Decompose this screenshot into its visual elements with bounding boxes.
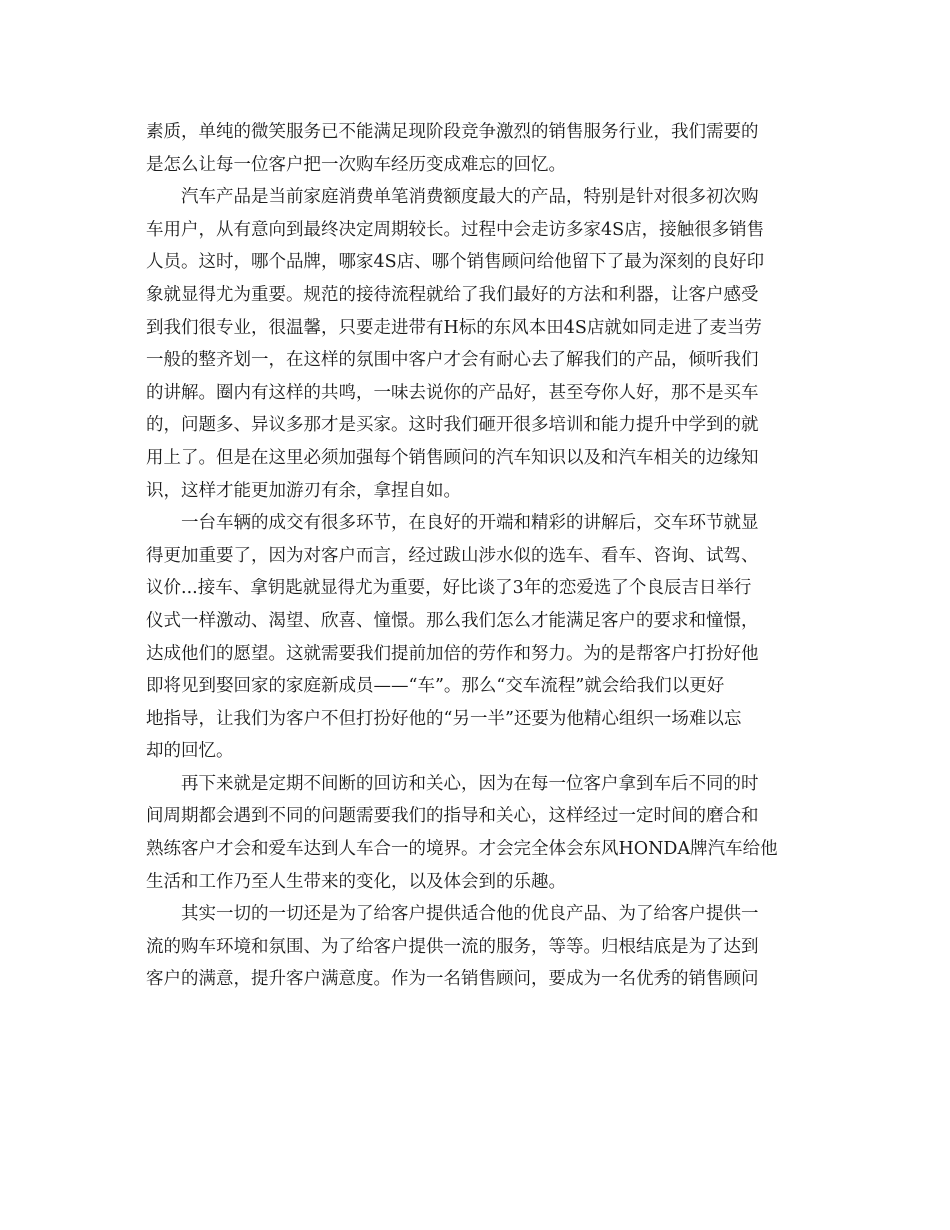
text-line: 车用户，从有意向到最终决定周期较长。过程中会走访多家4S店，接触很多销售 — [146, 219, 765, 240]
text-line: 却的回忆。 — [146, 741, 234, 762]
text-line: 再下来就是定期不间断的回访和关心，因为在每一位客户拿到车后不同的时 — [181, 773, 759, 794]
text-line: 得更加重要了，因为对客户而言，经过跋山涉水似的选车、看车、咨询、试驾、 — [146, 545, 759, 566]
text-line: 生活和工作乃至人生带来的变化，以及体会到的乐趣。 — [146, 871, 566, 892]
text-line: 一台车辆的成交有很多环节，在良好的开端和精彩的讲解后，交车环节就显 — [181, 513, 759, 534]
text-line: 素质，单纯的微笑服务已不能满足现阶段竞争激烈的销售服务行业，我们需要的 — [146, 122, 759, 142]
text-line: 客户的满意，提升客户满意度。作为一名销售顾问，要成为一名优秀的销售顾问 — [146, 969, 759, 990]
text-line: 流的购车环境和氛围、为了给客户提供一流的服务，等等。归根结底是为了达到 — [146, 936, 759, 957]
text-line: 仪式一样激动、渴望、欣喜、憧憬。那么我们怎么才能满足客户的要求和憧憬， — [146, 610, 759, 631]
paragraph — [146, 768, 801, 898]
text-line: 人员。这时，哪个品牌，哪家4S店、哪个销售顾问给他留下了最为深刻的良好印 — [146, 252, 765, 273]
text-line: 是怎么让每一位客户把一次购车经历变成难忘的回忆。 — [146, 154, 566, 175]
text-line: 用上了。但是在这里必须加强每个销售顾问的汽车知识以及和汽车相关的边缘知 — [146, 447, 759, 468]
text-line: 到我们很专业，很温馨，只要走进带有H标的东风本田4S店就如同走进了麦当劳 — [146, 317, 762, 338]
text-line: 一般的整齐划一，在这样的氛围中客户才会有耐心去了解我们的产品，倾听我们 — [146, 350, 759, 371]
text-line: 间周期都会遇到不同的问题需要我们的指导和关心，这样经过一定时间的磨合和 — [146, 806, 759, 827]
text-line: 其实一切的一切还是为了给客户提供适合他的优良产品、为了给客户提供一 — [181, 904, 759, 925]
text-line: 熟练客户才会和爱车达到人车合一的境界。才会完全体会东风HONDA牌汽车给他 — [146, 839, 778, 860]
paragraph — [146, 898, 801, 996]
text-line: 地指导，让我们为客户不但打扮好他的“另一半”还要为他精心组织一场难以忘 — [146, 708, 742, 729]
text-line: 汽车产品是当前家庭消费单笔消费额度最大的产品，特别是针对很多初次购 — [181, 187, 759, 208]
text-line: 的，问题多、异议多那才是买家。这时我们砸开很多培训和能力提升中学到的就 — [146, 415, 759, 436]
text-line: 识，这样才能更加游刃有余，拿捏自如。 — [146, 480, 461, 501]
paragraph — [146, 116, 801, 181]
text-line: 象就显得尤为重要。规范的接待流程就给了我们最好的方法和利器，让客户感受 — [146, 284, 759, 305]
document-page — [146, 116, 801, 996]
text-line: 议价...接车、拿钥匙就显得尤为重要，好比谈了3年的恋爱选了个良辰吉日举行 — [146, 578, 752, 599]
text-line: 达成他们的愿望。这就需要我们提前加倍的劳作和努力。为的是帮客户打扮好他 — [146, 643, 759, 664]
paragraph — [146, 507, 801, 768]
text-line: 的讲解。圈内有这样的共鸣，一味去说你的产品好，甚至夸你人好，那不是买车 — [146, 382, 759, 403]
paragraph — [146, 181, 801, 507]
text-line: 即将见到娶回家的家庭新成员——“车”。那么“交车流程”就会给我们以更好 — [146, 676, 725, 697]
